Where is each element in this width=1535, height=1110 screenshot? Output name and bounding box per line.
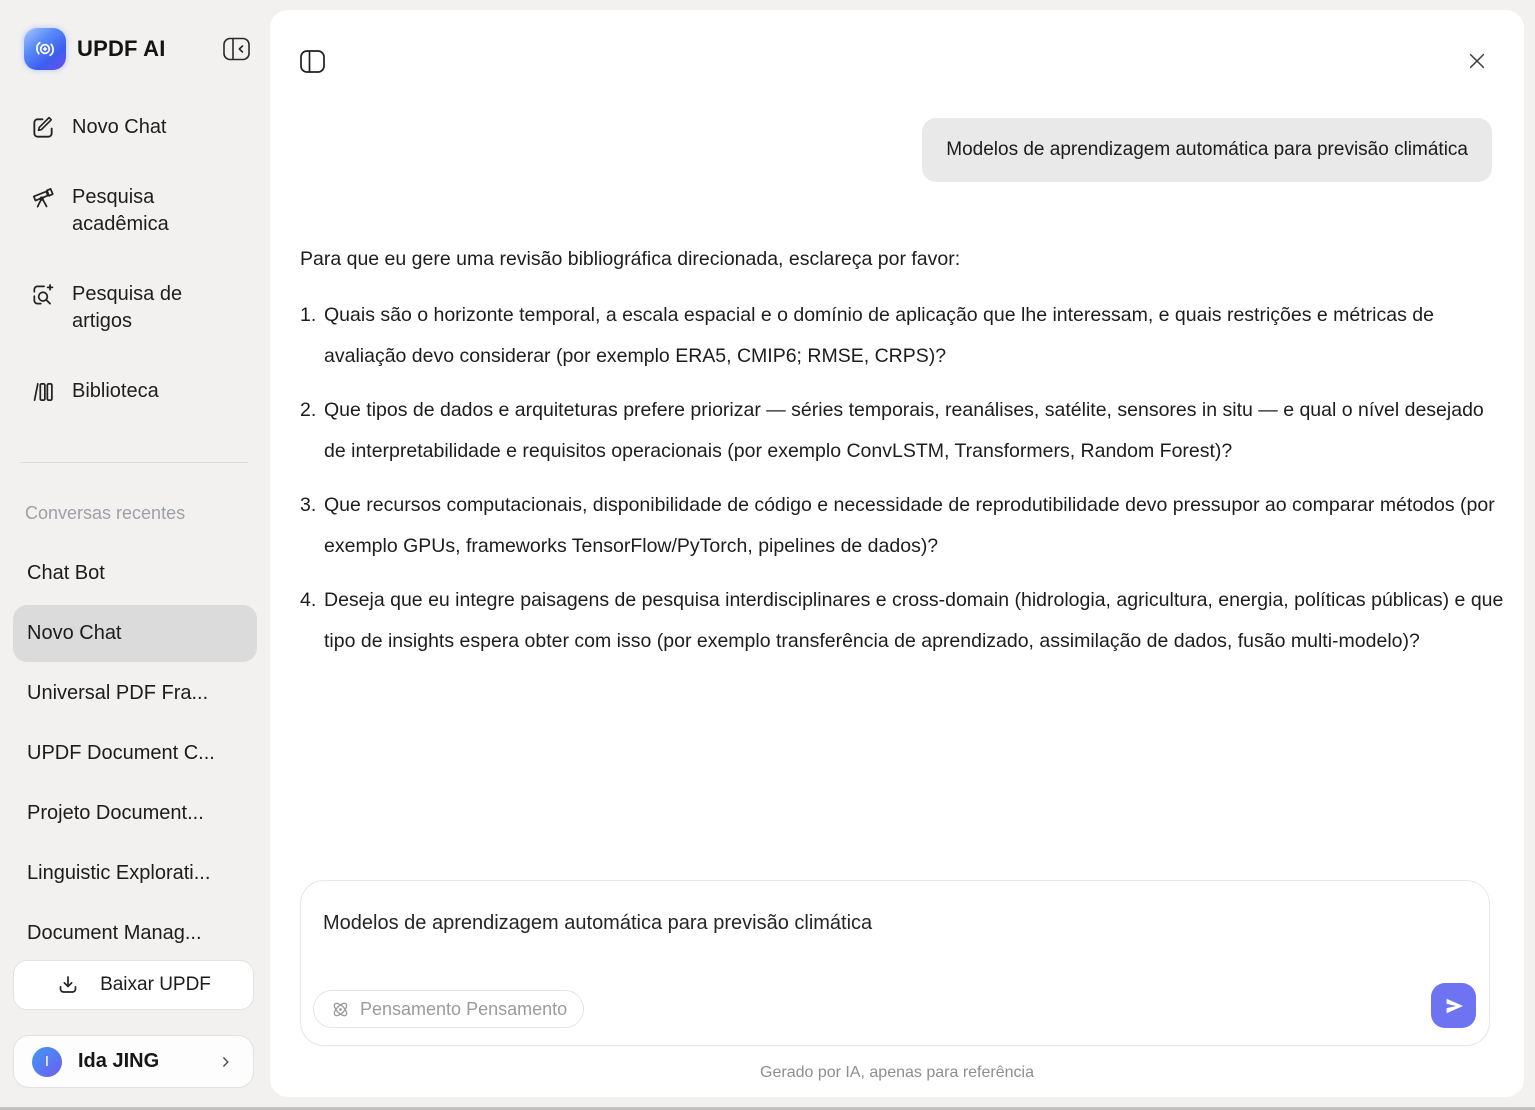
sidebar-item-pesquisa-academica[interactable] [30,184,256,238]
assistant-message [300,239,1505,675]
send-button[interactable] [1431,983,1476,1028]
download-updf-label: Baixar UPDF [100,974,211,995]
recent-chat-item[interactable]: UPDF Document C... [27,742,215,764]
user-name: Ida JING [78,1050,160,1072]
sidebar-item-label: Pesquisa de artigos [72,283,183,332]
assistant-list-item [300,485,1505,567]
assistant-list-item [300,390,1505,472]
composer-input[interactable]: Modelos de aprendizagem automática para previsão climática [323,912,873,934]
telescope-icon [30,185,56,211]
user-profile-card[interactable] [13,1035,254,1088]
collapse-sidebar-button[interactable] [223,37,250,61]
download-icon [56,973,80,997]
list-text: Deseja que eu integre paisagens de pesquisa interdisciplinares e cross-domain (hidrologia, agricultura, energia, políticas públicas) e que tipo de insights espera obter com isso (por exemplo transferência de aprendizado, assimilação de dados, fusão multi-modelo)? [324,589,1504,652]
library-icon [30,379,56,405]
sidebar-nav [30,114,256,448]
recent-chat-item[interactable]: Linguistic Explorati... [27,862,211,884]
article-search-icon [30,282,56,308]
list-text: Que recursos computacionais, disponibilidade de código e necessidade de reprodutibilidade devo pressupor ao comparar métodos (por exemplo GPUs, frameworks TensorFlow/PyTorch, pipelines de dados)? [324,494,1495,557]
avatar: I [32,1047,62,1077]
sidebar [0,0,270,1110]
list-number: 4. [300,589,317,611]
thinking-mode-chip[interactable] [313,990,584,1028]
updf-ai-logo [24,28,66,70]
list-number: 2. [300,399,317,421]
chevron-right-icon [217,1053,235,1071]
sidebar-item-label: Biblioteca [72,380,159,402]
recent-chat-item[interactable]: Document Manag... [27,922,202,944]
chat-panel [270,10,1524,1097]
assistant-list-item [300,580,1505,662]
compose-icon [30,115,56,141]
sidebar-item-label: Novo Chat [72,116,167,138]
atom-icon [330,999,351,1020]
list-number: 3. [300,494,317,516]
sidebar-item-label: Pesquisa acadêmica [72,186,169,235]
user-message-bubble: Modelos de aprendizagem automática para previsão climática [922,118,1492,182]
close-icon [1466,50,1488,72]
brand-title: UPDF AI [77,36,166,61]
recent-chat-item[interactable]: Chat Bot [27,562,105,584]
sidebar-item-pesquisa-de-artigos[interactable] [30,281,256,335]
send-icon [1442,994,1466,1018]
list-text: Quais são o horizonte temporal, a escala espacial e o domínio de aplicação que lhe interessam, e quais restrições e métricas de avaliação devo considerar (por exemplo ERA5, CMIP6; RMSE, CRPS)? [324,304,1434,367]
sidebar-header [24,28,250,70]
sidebar-item-novo-chat[interactable] [30,114,256,141]
list-number: 1. [300,304,317,326]
panel-toggle-icon [300,50,325,73]
sidebar-item-biblioteca[interactable] [30,378,256,405]
recent-chat-item[interactable]: Projeto Document... [27,802,204,824]
list-text: Que tipos de dados e arquiteturas prefere priorizar — séries temporais, reanálises, satélite, sensores in situ — e qual o nível desejado de interpretabilidade e requisitos operacionais (por exemplo ConvLSTM, Transformers, Random Forest)? [324,399,1484,462]
toggle-sidebar-button[interactable] [300,50,325,73]
ai-disclaimer: Gerado por IA, apenas para referência [760,1064,1034,1081]
recent-conversations-list [13,545,257,965]
thinking-mode-label: Pensamento Pensamento [360,998,568,1019]
recent-chat-item[interactable]: Universal PDF Fra... [27,682,209,704]
composer [300,880,1490,1046]
recent-chat-item-active[interactable]: Novo Chat [13,605,257,662]
download-updf-button[interactable] [13,960,254,1010]
assistant-list-item [300,295,1505,377]
assistant-intro: Para que eu gere uma revisão bibliográfica direcionada, esclareça por favor: [300,248,961,270]
sidebar-divider [20,462,248,463]
atom-swirl-icon [32,36,58,62]
collapse-sidebar-icon [223,37,250,61]
recent-conversations-header: Conversas recentes [25,503,186,523]
close-button[interactable] [1466,50,1488,72]
